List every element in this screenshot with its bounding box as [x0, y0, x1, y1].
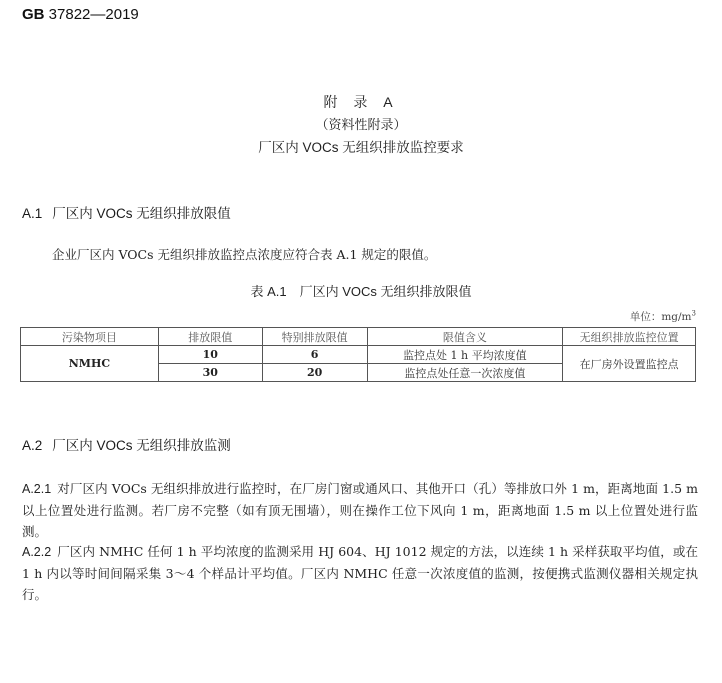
section-a1-paragraph: 企业厂区内 VOCs 无组织排放监控点浓度应符合表 A.1 规定的限值。 [52, 247, 437, 262]
appendix-type: （资料性附录） [315, 117, 407, 132]
table-row [21, 346, 696, 364]
section-a2-title: 厂区内 VOCs 无组织排放监测 [52, 438, 231, 453]
section-a1-title: 厂区内 VOCs 无组织排放限值 [52, 206, 231, 221]
header-special-limit: 特别排放限值 [262, 328, 367, 346]
cell-special-limit: 6 [262, 346, 367, 364]
section-a2-number: A.2 [22, 438, 43, 453]
clause-a21-text: 对厂区内 VOCs 无组织排放进行监控时，在厂房门窗或通风口、其他开口（孔）等排放口外 1 m，距离地面 1.5 m 以上位置处进行监测。若厂房不完整（如有顶无围墙），则在操作工位下风向 1 m，距离地面 1.5 m 以上位置处进行监测。 [22, 481, 698, 539]
table-header-row [21, 328, 696, 346]
cell-pollutant: NMHC [21, 346, 159, 382]
cell-meaning: 监控点处 1 h 平均浓度值 [367, 346, 563, 364]
header-limit: 排放限值 [158, 328, 262, 346]
clause-a22-text: 厂区内 NMHC 任何 1 h 平均浓度的监测采用 HJ 604、HJ 1012 规定的方法，以连续 1 h 采样获取平均值，或在 1 h 内以等时间间隔采集 3～4 个样品计平均值。厂区内 NMHC 任意一次浓度值的监测，按便携式监测仪器相关规定执行。 [22, 544, 698, 602]
standard-prefix: GB [22, 6, 45, 23]
header-meaning: 限值含义 [367, 328, 563, 346]
table-caption: 表 A.1 厂区内 VOCs 无组织排放限值 [250, 284, 472, 299]
cell-limit: 10 [158, 346, 262, 364]
section-a2-heading [22, 434, 231, 454]
section-a1-heading [22, 202, 231, 222]
clause-a21-number: A.2.1 [22, 482, 52, 496]
cell-limit: 30 [158, 364, 262, 382]
clause-a21 [22, 478, 698, 542]
header-location: 无组织排放监控位置 [563, 328, 696, 346]
cell-special-limit: 20 [262, 364, 367, 382]
unit-superscript: 3 [691, 309, 696, 318]
appendix-title: 附 录 A [323, 94, 399, 110]
unit-note [630, 309, 696, 324]
standard-number [22, 6, 139, 23]
limits-table [20, 327, 696, 382]
appendix-name: 厂区内 VOCs 无组织排放监控要求 [258, 140, 464, 155]
clause-a22 [22, 541, 698, 605]
clause-a22-number: A.2.2 [22, 545, 52, 559]
standard-code: 37822—2019 [48, 6, 139, 23]
header-pollutant: 污染物项目 [21, 328, 159, 346]
unit-label: 单位：mg/m [629, 311, 692, 323]
cell-meaning: 监控点处任意一次浓度值 [367, 364, 563, 382]
cell-location: 在厂房外设置监控点 [563, 346, 696, 382]
section-a1-number: A.1 [22, 206, 43, 221]
